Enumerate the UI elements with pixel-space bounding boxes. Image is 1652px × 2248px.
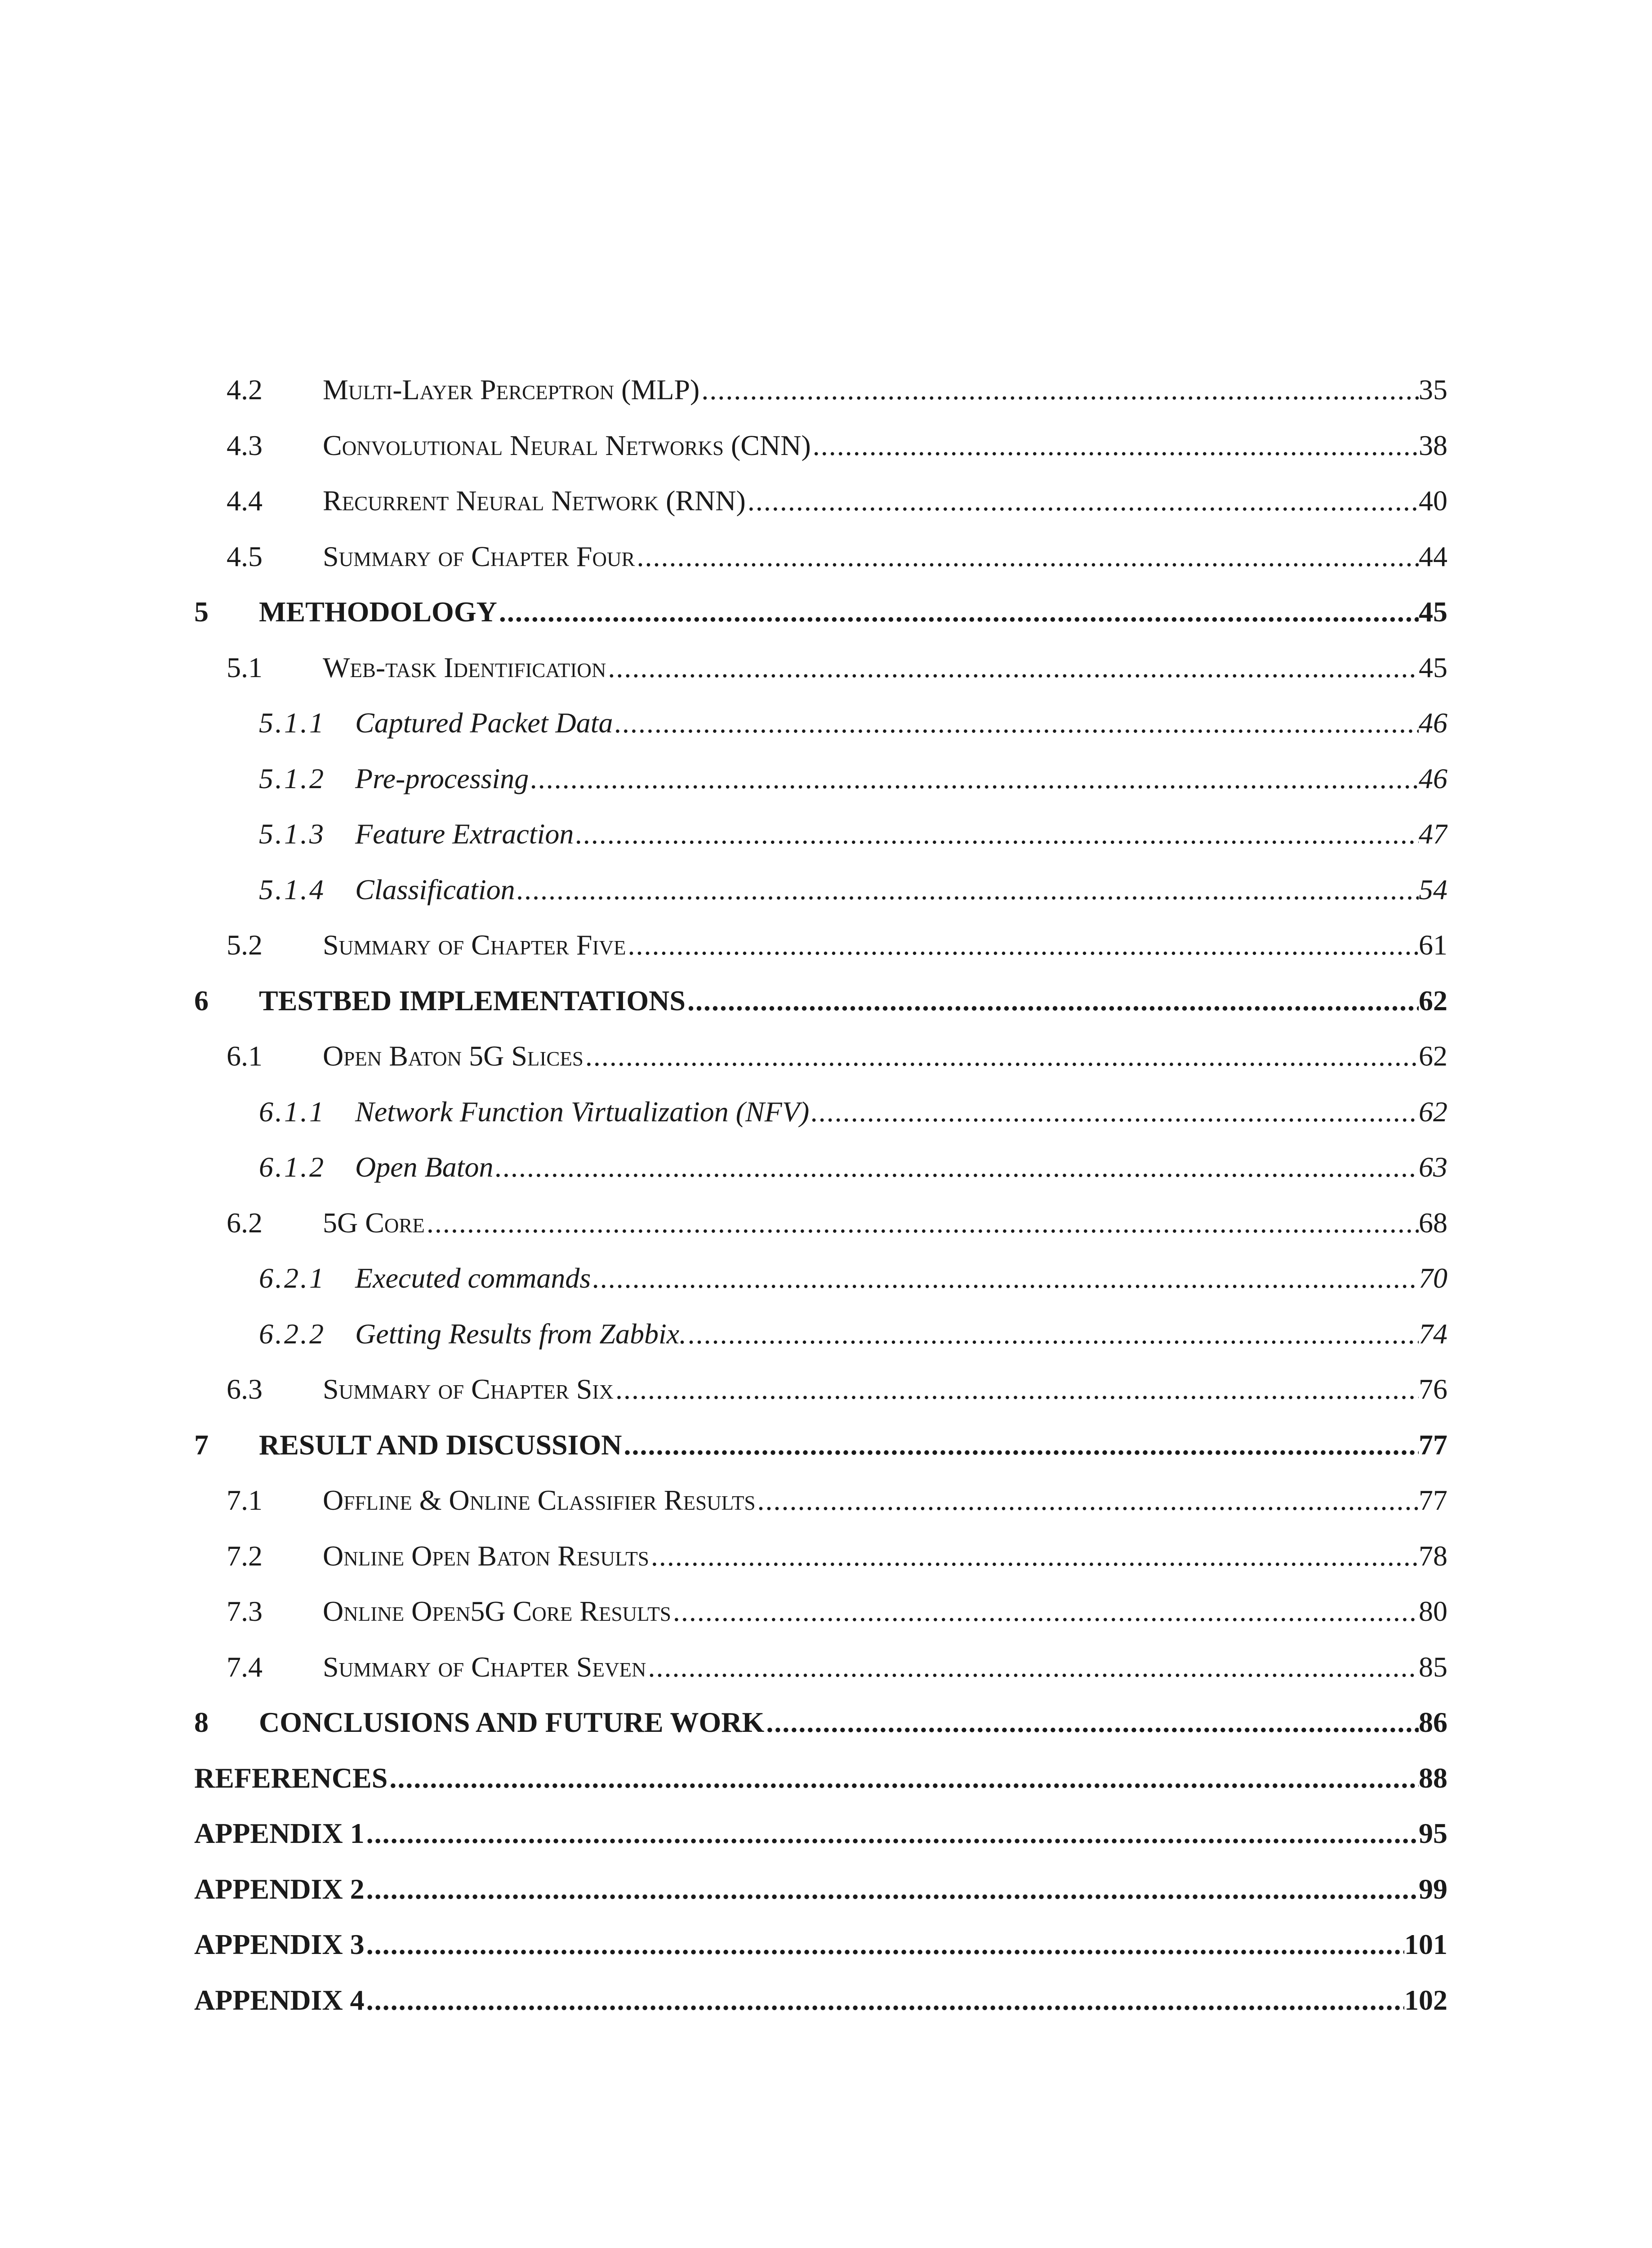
toc-entry-page: 46 bbox=[1419, 707, 1447, 739]
toc-appendix-3[interactable] bbox=[194, 1917, 1447, 1972]
toc-entry-number: 6.3 bbox=[227, 1373, 263, 1405]
toc-entry-number: 6 bbox=[194, 984, 209, 1017]
toc-entry-page: 45 bbox=[1419, 596, 1447, 628]
toc-entry-title: Online Open Baton Results bbox=[323, 1539, 649, 1572]
toc-entry-number: 5.1.1 bbox=[259, 707, 325, 739]
toc-dot-leader bbox=[494, 1139, 1419, 1195]
toc-entry-number: 4.2 bbox=[227, 374, 263, 406]
toc-entry-5-1-2[interactable] bbox=[194, 751, 1447, 807]
toc-dot-leader bbox=[365, 1806, 1419, 1861]
toc-entry-title: 5G Core bbox=[323, 1206, 425, 1239]
toc-appendix-4[interactable] bbox=[194, 1972, 1447, 2028]
toc-dot-leader bbox=[365, 1972, 1404, 2028]
toc-dot-leader bbox=[614, 1361, 1419, 1417]
toc-entry-7-3[interactable] bbox=[194, 1583, 1447, 1639]
toc-entry-7-1[interactable] bbox=[194, 1472, 1447, 1528]
toc-chapter-7[interactable] bbox=[194, 1417, 1447, 1473]
toc-dot-leader bbox=[583, 1028, 1419, 1084]
toc-dot-leader bbox=[699, 362, 1419, 418]
toc-dot-leader bbox=[764, 1695, 1419, 1750]
toc-entry-title: Classification bbox=[355, 873, 515, 905]
toc-entry-page: 61 bbox=[1419, 929, 1447, 961]
toc-entry-page: 76 bbox=[1419, 1373, 1447, 1405]
toc-entry-title: Summary of Chapter Six bbox=[323, 1373, 614, 1405]
toc-entry-title: APPENDIX 4 bbox=[194, 1984, 365, 2016]
toc-entry-title: CONCLUSIONS AND FUTURE WORK bbox=[259, 1706, 765, 1738]
toc-entry-6-1-1[interactable] bbox=[194, 1084, 1447, 1140]
toc-chapter-5[interactable] bbox=[194, 584, 1447, 640]
toc-entry-number: 5 bbox=[194, 596, 209, 628]
toc-dot-leader bbox=[686, 973, 1419, 1029]
toc-entry-title: APPENDIX 3 bbox=[194, 1928, 365, 1960]
toc-entry-5-1[interactable] bbox=[194, 640, 1447, 696]
toc-entry-number: 6.2.1 bbox=[259, 1262, 325, 1294]
toc-entry-number: 7.4 bbox=[227, 1650, 263, 1683]
toc-entry-title: APPENDIX 1 bbox=[194, 1817, 365, 1849]
toc-entry-page: 74 bbox=[1419, 1317, 1447, 1350]
toc-entry-6-1[interactable] bbox=[194, 1028, 1447, 1084]
toc-entry-4-5[interactable] bbox=[194, 529, 1447, 584]
toc-chapter-8[interactable] bbox=[194, 1695, 1447, 1750]
toc-entry-page: 88 bbox=[1419, 1762, 1447, 1794]
toc-entry-6-1-2[interactable] bbox=[194, 1139, 1447, 1195]
toc-entry-6-2[interactable] bbox=[194, 1195, 1447, 1251]
toc-entry-title: Convolutional Neural Networks (CNN) bbox=[323, 429, 811, 461]
toc-dot-leader bbox=[671, 1583, 1419, 1639]
toc-dot-leader bbox=[646, 1639, 1419, 1695]
toc-dot-leader bbox=[811, 418, 1419, 473]
toc-dot-leader bbox=[365, 1917, 1404, 1972]
toc-entry-number: 7.2 bbox=[227, 1539, 263, 1572]
toc-appendix-2[interactable] bbox=[194, 1861, 1447, 1917]
toc-dot-leader bbox=[387, 1750, 1419, 1806]
toc-dot-leader bbox=[626, 917, 1419, 973]
toc-entry-number: 5.1.4 bbox=[259, 873, 325, 905]
toc-entry-4-2[interactable] bbox=[194, 362, 1447, 418]
toc-entry-number: 4.5 bbox=[227, 540, 263, 572]
toc-entry-number: 4.4 bbox=[227, 485, 263, 517]
toc-dot-leader bbox=[649, 1528, 1419, 1584]
toc-entry-title: Captured Packet Data bbox=[355, 707, 613, 739]
toc-entry-number: 5.1.2 bbox=[259, 762, 325, 794]
toc-entry-title: Multi-Layer Perceptron (MLP) bbox=[323, 374, 700, 406]
toc-chapter-6[interactable] bbox=[194, 973, 1447, 1029]
toc-entry-title: TESTBED IMPLEMENTATIONS bbox=[259, 984, 686, 1017]
toc-entry-page: 77 bbox=[1419, 1484, 1447, 1516]
toc-entry-number: 6.1.1 bbox=[259, 1095, 325, 1128]
toc-entry-number: 6.2.2 bbox=[259, 1317, 325, 1350]
toc-entry-page: 62 bbox=[1419, 984, 1447, 1017]
toc-entry-page: 80 bbox=[1419, 1595, 1447, 1627]
toc-dot-leader bbox=[686, 1306, 1419, 1362]
toc-entry-7-4[interactable] bbox=[194, 1639, 1447, 1695]
toc-entry-title: Summary of Chapter Five bbox=[323, 929, 626, 961]
toc-entry-title: Executed commands bbox=[355, 1262, 591, 1294]
toc-entry-title: RESULT AND DISCUSSION bbox=[259, 1428, 622, 1461]
toc-entry-title: REFERENCES bbox=[194, 1762, 388, 1794]
toc-entry-5-1-1[interactable] bbox=[194, 695, 1447, 751]
toc-entry-title: Pre-processing bbox=[355, 762, 529, 794]
toc-entry-page: 54 bbox=[1419, 873, 1447, 905]
toc-entry-title: Summary of Chapter Seven bbox=[323, 1650, 646, 1683]
table-of-contents bbox=[194, 362, 1447, 2028]
toc-entry-page: 35 bbox=[1419, 374, 1447, 406]
toc-entry-title: Web-task Identification bbox=[323, 651, 606, 683]
toc-entry-number: 5.1.3 bbox=[259, 818, 325, 850]
toc-entry-title: Network Function Virtualization (NFV) bbox=[355, 1095, 810, 1128]
toc-entry-page: 68 bbox=[1419, 1206, 1447, 1239]
toc-dot-leader bbox=[365, 1861, 1419, 1917]
toc-dot-leader bbox=[809, 1084, 1419, 1140]
toc-entry-6-2-1[interactable] bbox=[194, 1250, 1447, 1306]
toc-entry-number: 8 bbox=[194, 1706, 209, 1738]
toc-dot-leader bbox=[613, 695, 1419, 751]
toc-entry-number: 7.3 bbox=[227, 1595, 263, 1627]
toc-entry-title: Feature Extraction bbox=[355, 818, 574, 850]
toc-entry-page: 62 bbox=[1419, 1095, 1447, 1128]
toc-entry-page: 99 bbox=[1419, 1873, 1447, 1905]
toc-dot-leader bbox=[756, 1472, 1419, 1528]
toc-dot-leader bbox=[635, 529, 1419, 584]
toc-entry-number: 6.1 bbox=[227, 1040, 263, 1072]
toc-entry-page: 40 bbox=[1419, 485, 1447, 517]
toc-entry-5-1-4[interactable] bbox=[194, 862, 1447, 918]
toc-entry-page: 77 bbox=[1419, 1428, 1447, 1461]
toc-appendix-1[interactable] bbox=[194, 1806, 1447, 1861]
toc-entry-5-1-3[interactable] bbox=[194, 806, 1447, 862]
toc-entry-number: 7.1 bbox=[227, 1484, 263, 1516]
toc-entry-page: 70 bbox=[1419, 1262, 1447, 1294]
toc-entry-page: 85 bbox=[1419, 1650, 1447, 1683]
toc-entry-4-3[interactable] bbox=[194, 418, 1447, 473]
toc-entry-page: 78 bbox=[1419, 1539, 1447, 1572]
toc-entry-page: 47 bbox=[1419, 818, 1447, 850]
toc-entry-title: APPENDIX 2 bbox=[194, 1873, 365, 1905]
toc-entry-title: Summary of Chapter Four bbox=[323, 540, 635, 572]
toc-dot-leader bbox=[497, 584, 1419, 640]
toc-entry-4-4[interactable] bbox=[194, 473, 1447, 529]
toc-entry-title: Open Baton 5G Slices bbox=[323, 1040, 583, 1072]
toc-entry-page: 46 bbox=[1419, 762, 1447, 794]
toc-entry-number: 6.2 bbox=[227, 1206, 263, 1239]
toc-entry-page: 95 bbox=[1419, 1817, 1447, 1849]
toc-dot-leader bbox=[746, 473, 1419, 529]
toc-dot-leader bbox=[425, 1195, 1419, 1251]
toc-entry-page: 101 bbox=[1404, 1928, 1447, 1960]
toc-dot-leader bbox=[622, 1417, 1419, 1473]
toc-entry-page: 45 bbox=[1419, 651, 1447, 683]
toc-entry-title: Recurrent Neural Network (RNN) bbox=[323, 485, 746, 517]
toc-entry-number: 4.3 bbox=[227, 429, 263, 461]
toc-entry-number: 5.1 bbox=[227, 651, 263, 683]
toc-dot-leader bbox=[591, 1250, 1419, 1306]
toc-dot-leader bbox=[574, 806, 1419, 862]
toc-entry-title: Open Baton bbox=[355, 1151, 494, 1183]
toc-entry-title: Getting Results from Zabbix. bbox=[355, 1317, 687, 1350]
toc-entry-page: 44 bbox=[1419, 540, 1447, 572]
toc-entry-6-3[interactable] bbox=[194, 1361, 1447, 1417]
toc-dot-leader bbox=[606, 640, 1419, 696]
toc-dot-leader bbox=[529, 751, 1419, 807]
toc-entry-title: METHODOLOGY bbox=[259, 596, 497, 628]
toc-entry-title: Offline & Online Classifier Results bbox=[323, 1484, 756, 1516]
toc-entry-title: Online Open5G Core Results bbox=[323, 1595, 671, 1627]
toc-entry-number: 6.1.2 bbox=[259, 1151, 325, 1183]
toc-entry-6-2-2[interactable] bbox=[194, 1306, 1447, 1362]
toc-entry-number: 5.2 bbox=[227, 929, 263, 961]
toc-entry-page: 86 bbox=[1419, 1706, 1447, 1738]
toc-entry-page: 63 bbox=[1419, 1151, 1447, 1183]
toc-entry-number: 7 bbox=[194, 1428, 209, 1461]
toc-entry-page: 62 bbox=[1419, 1040, 1447, 1072]
toc-dot-leader bbox=[515, 862, 1419, 918]
toc-entry-7-2[interactable] bbox=[194, 1528, 1447, 1584]
toc-entry-page: 38 bbox=[1419, 429, 1447, 461]
toc-entry-5-2[interactable] bbox=[194, 917, 1447, 973]
toc-references[interactable] bbox=[194, 1750, 1447, 1806]
toc-entry-page: 102 bbox=[1404, 1984, 1447, 2016]
